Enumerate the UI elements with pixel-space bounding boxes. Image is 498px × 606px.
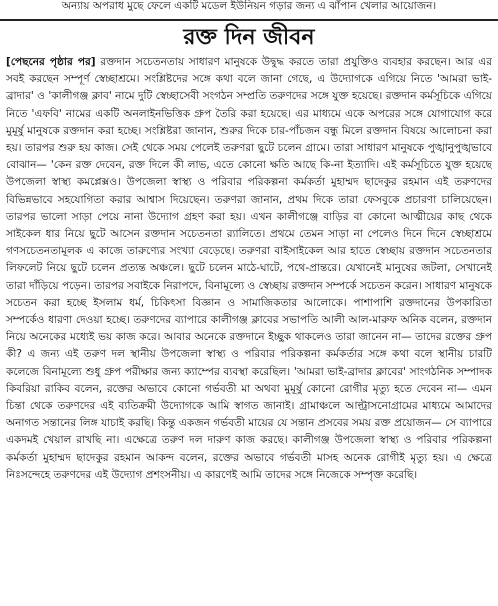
article-body (6, 54, 492, 602)
article-headline: রক্ত দিন জীবন (183, 24, 315, 50)
column-divider-rule (0, 19, 498, 21)
previous-article-last-line: অন্যায় অপরাধ মুছে ফেলে একটি মডেল ইউনিয়ন গড়ার জন্য এ ঝাঁপান খেলার আয়োজন। (61, 0, 437, 12)
continued-from-back-page-kicker: [পেছনের পৃষ্ঠার পর] (6, 56, 96, 68)
article-text: রক্তদান সচেতনতায় সাধারণ মানুষকে উদ্বুদ্ধ করতে তারা প্রযুক্তিও ব্যবহার করছেন। আর এর সবই করছেন সম্পূর্ণ স্বেচ্ছাশ্রমে। সংশ্লিষ্টদের সঙ্গে কথা বলে জানা গেছে, এ উদ্যোগকে এগিয়ে নিতে 'আমরা ভাই-ব্রাদার' ও 'কালীগঞ্জ ক্লাব' নামে দুটি স্বেচ্ছাসেবী সংগঠন সম্প্রতি তরুণদের সঙ্গে যুক্ত হয়েছে। রক্তদান কর্মসূচিকে এগিয়ে নিতে 'এফবি' নামের একটি অনলাইনভিত্তিক গ্রুপ তৈরি করা হয়েছে। এর মাধ্যমে একে অপরের সঙ্গে যোগাযোগ করে মুমূর্ষু মানুষকে রক্তদান করা হচ্ছে। সংশ্লিষ্টরা জানান, শুরুর দিকে চার-পাঁচজন বন্ধু মিলে রক্তদান বিষয়ে আলোচনা করা হয়। তারপর শুরু হয় কাজ। সেই থেকে সময় পেলেই তরুণরা ছুটে চলেন গ্রামে। তারা সাধারণ মানুষকে পুঙ্খানুপুঙ্খভাবে বোঝান— 'কেন রক্ত দেবেন, রক্ত দিলে কী লাভ, এতে কোনো ক্ষতি আছে কি-না ইত্যাদি। এই কর্মসূচিতে যুক্ত হয়েছে উপজেলা স্বাস্থ্য কমপ্লেক্সও। উপজেলা স্বাস্থ্য ও পরিবার পরিকল্পনা কর্মকর্তা মুহাম্মদ ছাদেকুর রহমান এই তরুণদের বিভিন্নভাবে সহযোগিতা করার আশ্বাস দিয়েছেন। তরুণরা জানান, প্রথম দিকে তারা ফেসবুকে প্রচারণা চালিয়েছেন। তারপর ভালো সাড়া পেয়ে নানা উদ্যোগ গ্রহণ করা হয়। এখন কালীগঞ্জে বাড়ির বা কোনো আত্মীয়ের কাছ থেকে সাইকেল ধার নিয়ে ছুটে আসেন রক্তদান সচেতনতা র‌্যালিতে। প্রথমে তেমন সাড়া না পেলেও দিনে দিনে স্বেচ্ছাশ্রমে গণসচেতনতামূলক এ কাজে তারুণ্যের সংখ্যা বেড়েছে। তরুণরা বাইসাইকেল আর হাতে স্বেচ্ছায় রক্তদান সচেতনতার লিফলেট নিয়ে ছুটে চলেন প্রত্যন্ত অঞ্চলে। ছুটে চলেন মাঠে-ঘাটে, পথে-প্রান্তরে। যেখানেই মানুষের জটলা, সেখানেই তারা দাঁড়িয়ে পড়েন। তারপর সবাইকে নিরাপদে, বিনামূল্যে ও স্বেচ্ছায় রক্তদান সম্পর্কে সচেতন করেন। সাধারণ মানুষকে সচেতন করা হচ্ছে ইসলাম ধর্ম, চিকিৎসা বিজ্ঞান ও সামাজিকতার আলোকে। পাশাপাশি রক্তদানের উপকারিতা সম্পর্কেও ধারণা দেওয়া হচ্ছে। তরুণদের ব্যাপারে কালীগঞ্জ ক্লাবের সভাপতি আলী আল-মারুফ অনিক বলেন, রক্তদান নিয়ে অনেকের মধ্যেই ভয় কাজ করে। আবার অনেকে রক্তদানে ইচ্ছুক থাকলেও তারা জানেন না— তাদের রক্তের গ্রুপ কী? এ জন্য এই তরুণ দল স্থানীয় উপজেলা স্বাস্থ্য ও পরিবার পরিকল্পনা কর্মকর্তার সঙ্গে কথা বলে স্থানীয় চারটি কলেজে বিনামূল্যে শুধু গ্রুপ পরীক্ষার জন্য ক্যাম্পের ব্যবস্থা করেছিল। 'আমরা ভাই-ব্রাদার ক্লাবের' সাংগঠনিক সম্পাদক কিবরিয়া রাকিব বলেন, রক্তের অভাবে কোনো গর্ভবতী মা অথবা মুমূর্ষু কোনো রোগীর মৃত্যু হতে দেবেন না— এমন চিন্তা থেকে তরুণদের এই ব্যতিক্রমী উদ্যোগকে আমি স্বাগত জানাই। গ্রামাঞ্চলে আল্ট্রাসনোগ্রামের মাধ্যমে আমাদের অনাগত সন্তানের লিঙ্গ যাচাই করছি। কিন্তু একজন গর্ভবতী মায়ের যে সন্তান প্রসবের সময় রক্ত প্রয়োজন— সে ব্যাপারে একদমই খেয়াল রাখছি না। এক্ষেত্রে তরুণ দল দারুণ কাজ করছে। কালীগঞ্জ উপজেলা স্বাস্থ্য ও পরিবার পরিকল্পনা কর্মকর্তা মুহাম্মদ ছাদেকুর রহমান আকন্দ বলেন, রক্তের অভাবে গর্ভবতী মাসহ অনেক রোগীই মৃত্যু হয়। এ ক্ষেত্রে নিঃসন্দেহে তরুণদের এই উদ্যোগ প্রশংসনীয়। এ কারণেই আমি তাদের সঙ্গে নিজেকে সম্পৃক্ত করেছি। (6, 56, 492, 481)
